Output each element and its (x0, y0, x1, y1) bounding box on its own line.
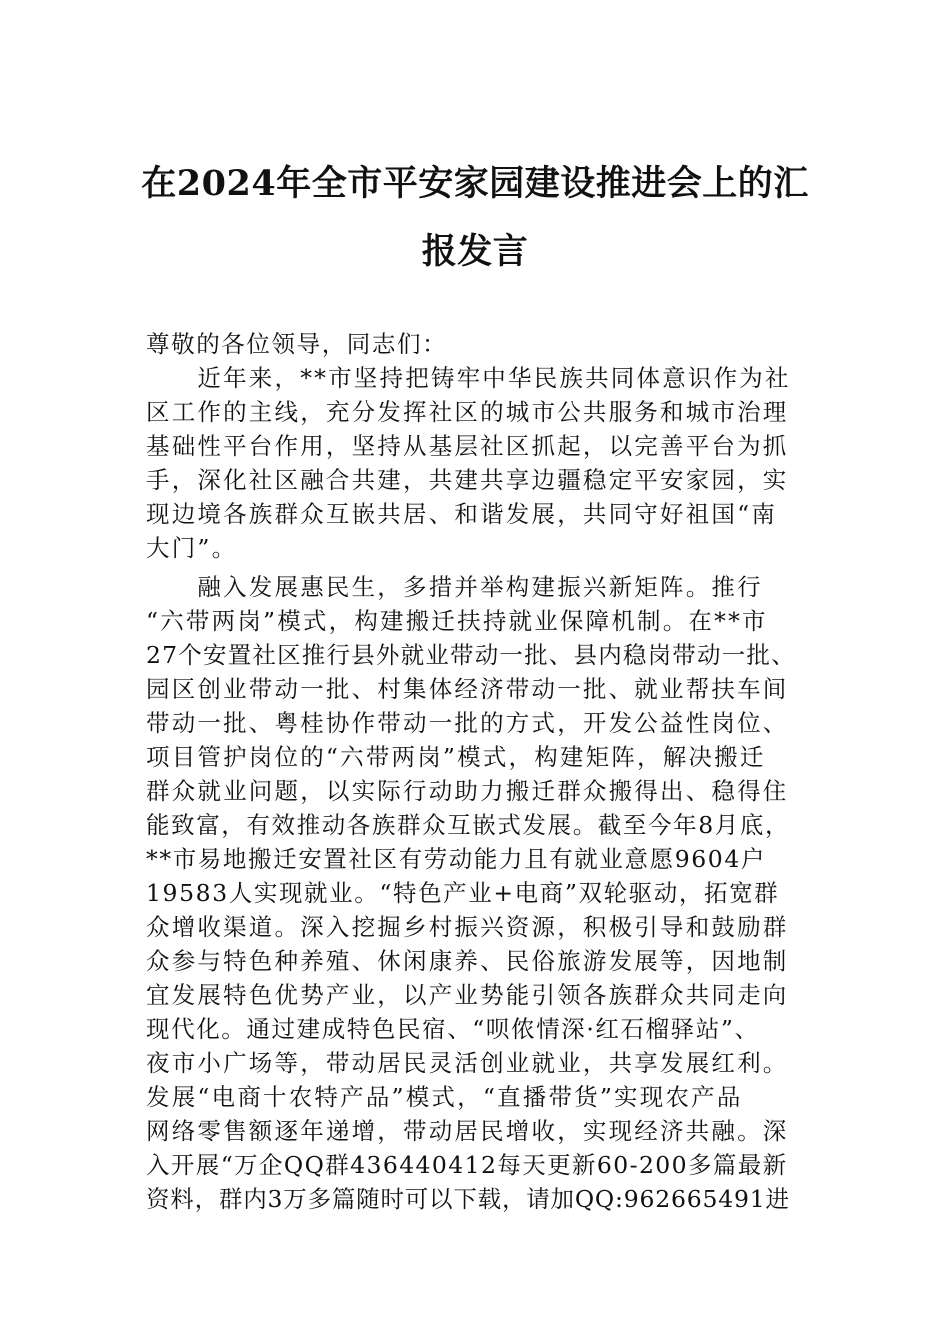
body-line: 27个安置社区推行县外就业带动一批、县内稳岗带动一批、 (146, 641, 796, 669)
body-line: 园区创业带动一批、村集体经济带动一批、就业帮扶车间 (146, 675, 789, 703)
body-line: 宜发展特色优势产业，以产业势能引领各族群众共同走向 (146, 981, 789, 1009)
body-line: 资料，群内3万多篇随时可以下载，请加QQ:962665491进 (146, 1185, 790, 1213)
body-line: 现边境各族群众互嵌共居、和谐发展，共同守好祖国“南 (146, 500, 778, 528)
body-line: 区工作的主线，充分发挥社区的城市公共服务和城市治理 (146, 398, 789, 426)
salutation: 尊敬的各位领导，同志们： (146, 330, 448, 358)
document-title-line-2: 报发言 (421, 231, 529, 272)
body-line: 众参与特色种养殖、休闲康养、民俗旅游发展等，因地制 (146, 947, 789, 975)
body-line: 发展“电商十农特产品”模式，“直播带货”实现农产品 (146, 1083, 743, 1111)
body-line: 手，深化社区融合共建，共建共享边疆稳定平安家园，实 (146, 466, 789, 494)
body-line: 能致富，有效推动各族群众互嵌式发展。截至今年8月底， (146, 811, 791, 839)
body-line: 网络零售额逐年递增，带动居民增收，实现经济共融。深 (146, 1117, 789, 1145)
body-line: 入开展“万企QQ群436440412每天更新60-200多篇最新 (146, 1151, 788, 1179)
body-line: **市易地搬迁安置社区有劳动能力且有就业意愿9604户 (146, 845, 767, 873)
body-line: 大门”。 (146, 534, 238, 562)
body-line: 夜市小广场等，带动居民灵活创业就业，共享发展红利。 (146, 1049, 789, 1077)
document-title-line-1: 在2024年全市平安家园建设推进会上的汇 (141, 163, 809, 204)
body-line: 融入发展惠民生，多措并举构建振兴新矩阵。推行 (146, 573, 763, 601)
body-line: 项目管护岗位的“六带两岗”模式，构建矩阵，解决搬迁 (146, 743, 766, 771)
body-line: 群众就业问题，以实际行动助力搬迁群众搬得出、稳得住 (146, 777, 789, 805)
body-line: 众增收渠道。深入挖掘乡村振兴资源，积极引导和鼓励群 (146, 913, 789, 941)
body-line: “六带两岗”模式，构建搬迁扶持就业保障机制。在**市 (146, 607, 768, 635)
body-line: 现代化。通过建成特色民宿、“呗侬情深·红石榴驿站”、 (146, 1015, 760, 1043)
body-line: 近年来，**市坚持把铸牢中华民族共同体意识作为社 (146, 364, 791, 392)
body-line: 基础性平台作用，坚持从基层社区抓起，以完善平台为抓 (146, 432, 789, 460)
body-line: 19583人实现就业。“特色产业+电商”双轮驱动，拓宽群 (146, 879, 780, 907)
body-line: 带动一批、粤桂协作带动一批的方式，开发公益性岗位、 (146, 709, 789, 737)
